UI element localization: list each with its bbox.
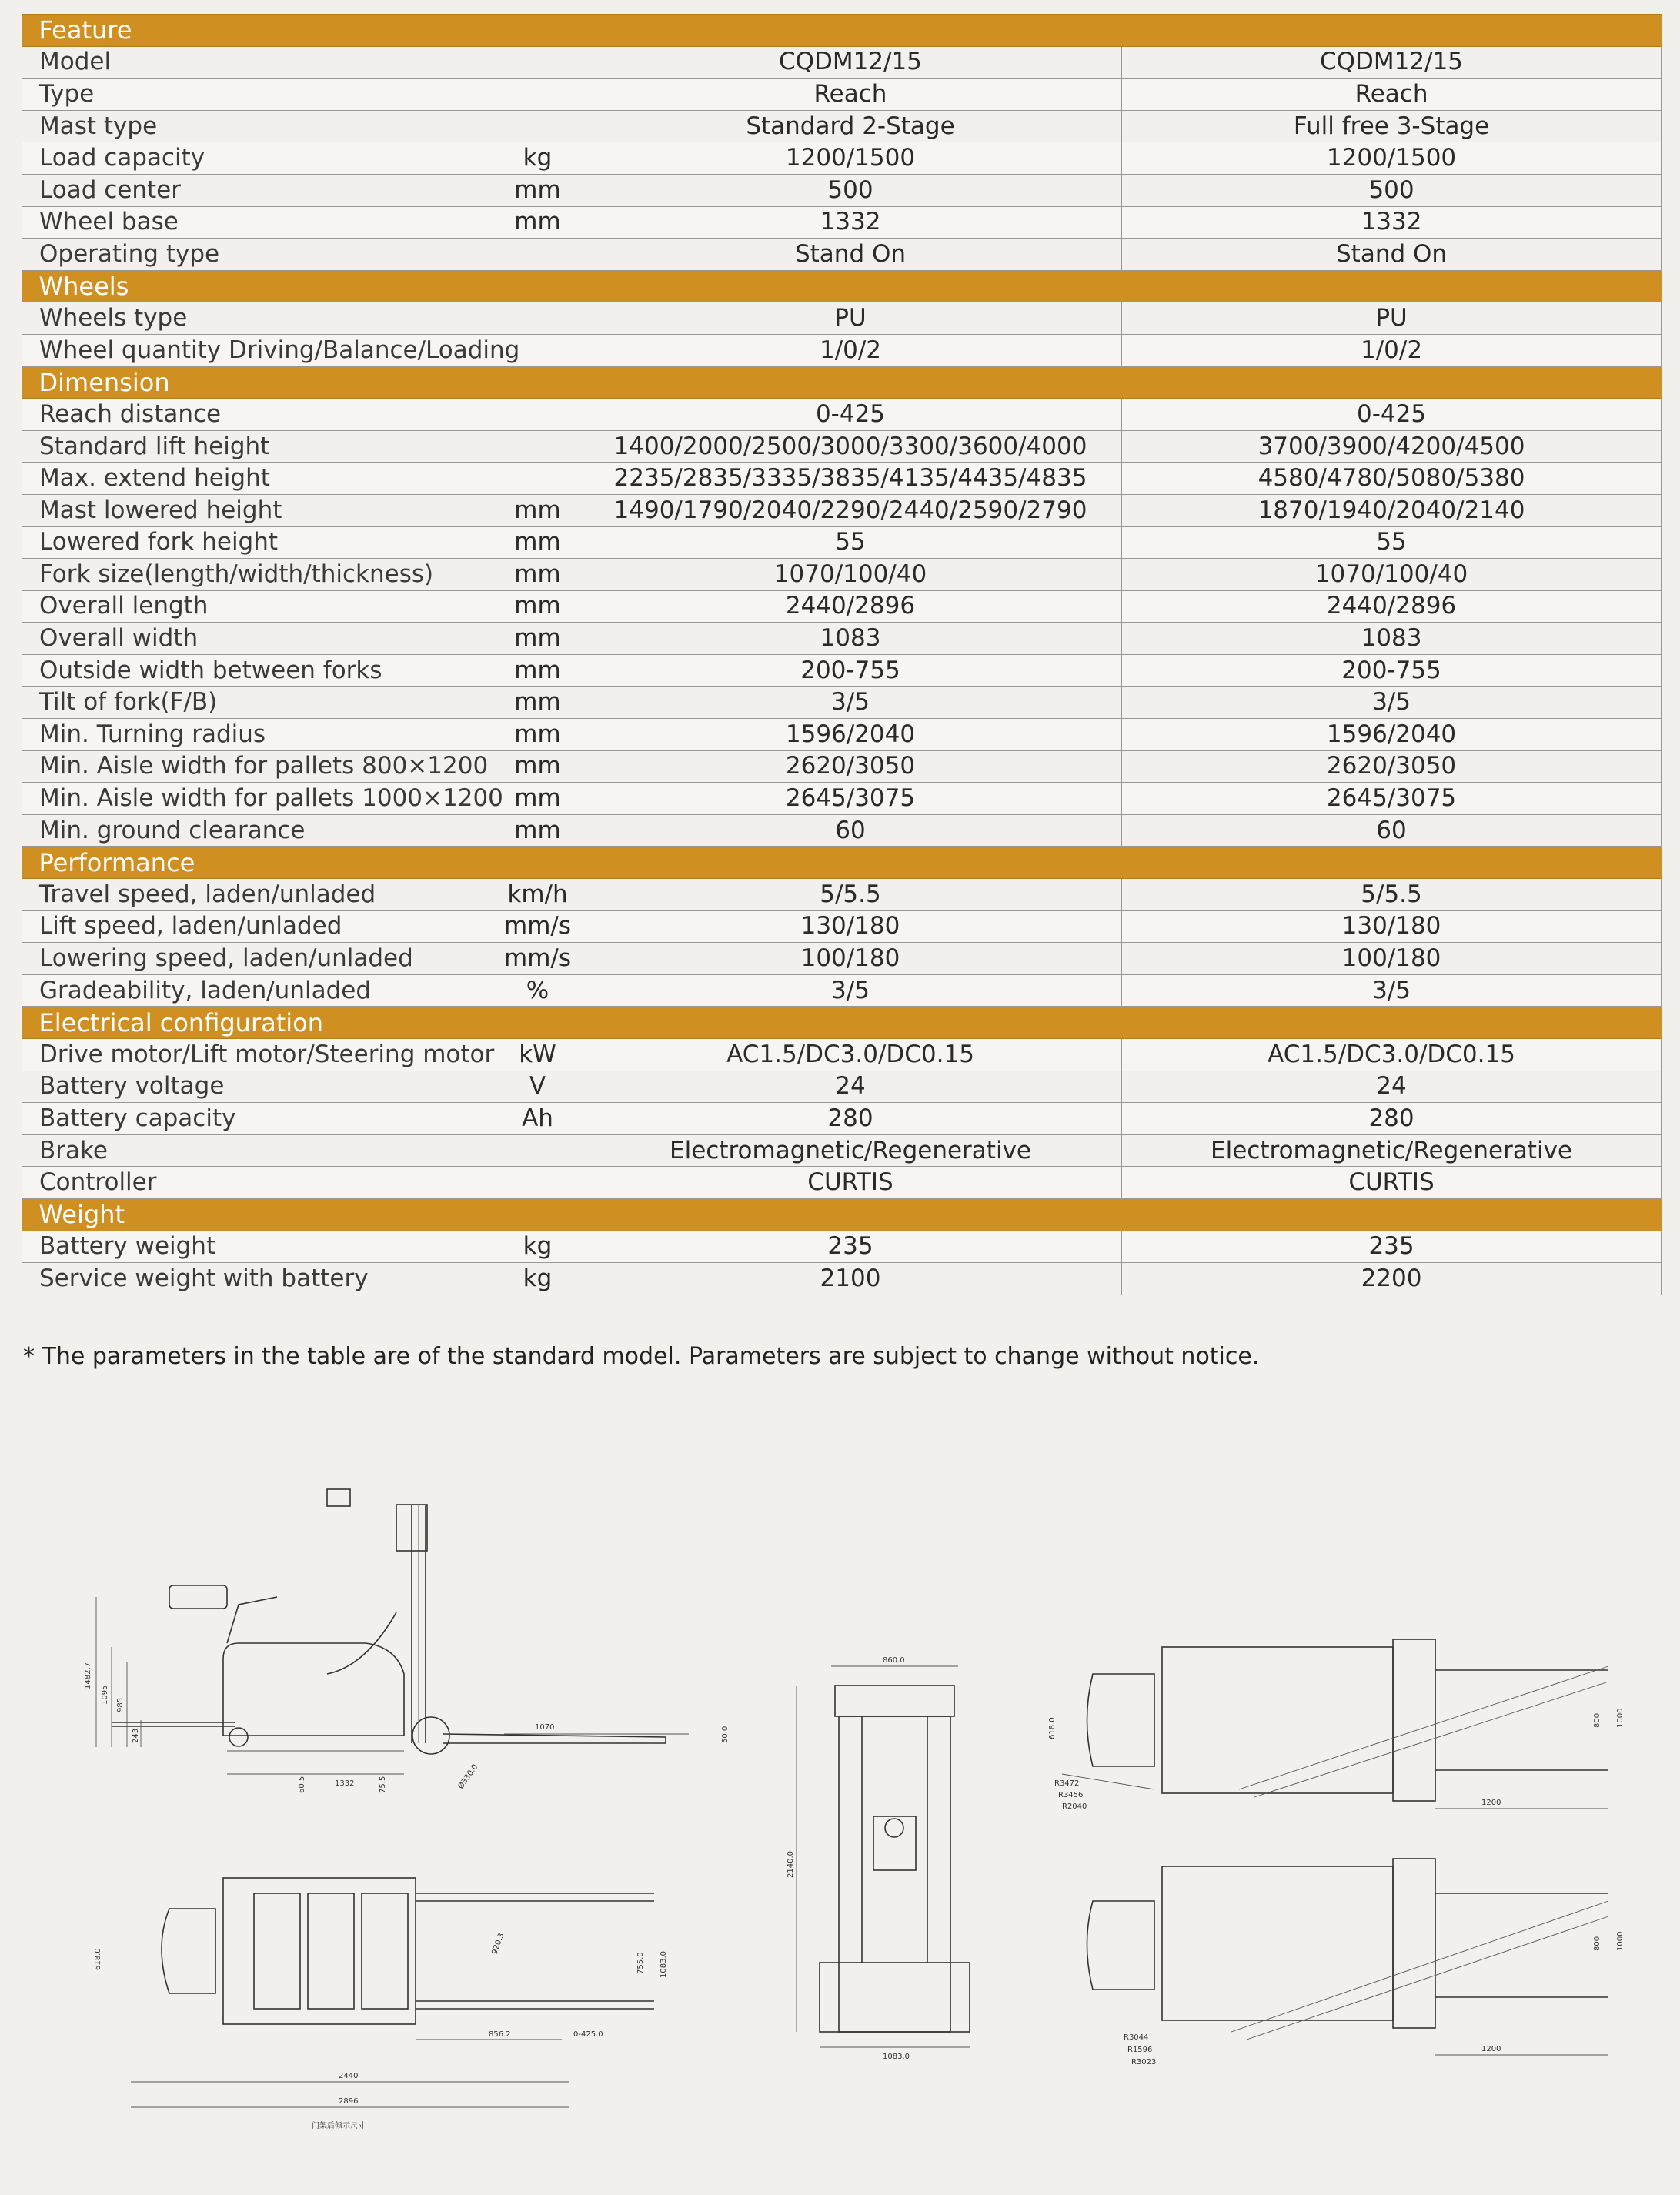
side-dim-1: 1482.7 (84, 1662, 92, 1689)
row-label: Wheel base (22, 206, 496, 239)
section-title: Electrical configuration (22, 1007, 1662, 1039)
value-col-2: 1/0/2 (1122, 334, 1662, 366)
value-col-2: 2620/3050 (1122, 750, 1662, 783)
section-header (22, 1007, 1662, 1039)
section-title: Dimension (22, 366, 1662, 399)
aisle-top-dim-2: R3472 (1054, 1779, 1080, 1788)
table-row (22, 302, 1662, 335)
side-dim-6: 50.0 (721, 1726, 730, 1743)
plan-dim-7: 2440 (339, 2072, 359, 2080)
row-label: Brake (22, 1134, 496, 1167)
row-unit: kg (496, 1263, 579, 1295)
row-label: Battery voltage (22, 1071, 496, 1103)
row-unit (496, 110, 579, 142)
table-row (22, 174, 1662, 206)
row-label: Overall width (22, 623, 496, 655)
value-col-2: Full free 3-Stage (1122, 110, 1662, 142)
aisle-bottom-dim-3: R3023 (1131, 2058, 1157, 2066)
value-col-2: 235 (1122, 1231, 1662, 1263)
value-col-1: 1083 (579, 623, 1122, 655)
value-col-1: 24 (579, 1071, 1122, 1103)
plan-dim-4: 1083.0 (660, 1951, 668, 1978)
row-unit: mm (496, 783, 579, 815)
row-unit (496, 79, 579, 111)
table-row (22, 110, 1662, 142)
table-row (22, 1263, 1662, 1295)
value-col-2: AC1.5/DC3.0/DC0.15 (1122, 1039, 1662, 1071)
aisle-bottom-dim-4: 800 (1593, 1936, 1602, 1951)
section-title: Wheels (22, 270, 1662, 302)
value-col-2: 0-425 (1122, 399, 1662, 431)
row-unit: mm (496, 750, 579, 783)
value-col-1: 500 (579, 174, 1122, 206)
value-col-2: Electromagnetic/Regenerative (1122, 1134, 1662, 1167)
row-label: Wheel quantity Driving/Balance/Loading (22, 334, 496, 366)
row-unit: mm (496, 654, 579, 687)
side-dim-8: 1332 (335, 1779, 355, 1788)
value-col-2: 3700/3900/4200/4500 (1122, 430, 1662, 463)
spec-table (22, 14, 1662, 1295)
front-dim-3: 1083.0 (883, 2053, 910, 2061)
aisle-top-dim-6: 1000 (1616, 1708, 1625, 1728)
row-label: Load capacity (22, 142, 496, 175)
row-label: Lowering speed, laden/unladed (22, 943, 496, 975)
row-unit: mm (496, 526, 579, 559)
row-unit: mm/s (496, 910, 579, 943)
row-unit (496, 430, 579, 463)
plan-dim-1: 618.0 (94, 1948, 102, 1970)
value-col-1: 2645/3075 (579, 783, 1122, 815)
value-col-1: Stand On (579, 239, 1122, 271)
value-col-1: Reach (579, 79, 1122, 111)
row-unit: kg (496, 142, 579, 175)
value-col-1: 0-425 (579, 399, 1122, 431)
row-unit (496, 1167, 579, 1199)
table-row (22, 206, 1662, 239)
value-col-1: 2620/3050 (579, 750, 1122, 783)
table-row (22, 494, 1662, 526)
side-dim-3: 985 (116, 1697, 125, 1712)
value-col-1: Electromagnetic/Regenerative (579, 1134, 1122, 1167)
value-col-1: 130/180 (579, 910, 1122, 943)
table-row (22, 430, 1662, 463)
value-col-2: Reach (1122, 79, 1662, 111)
side-dim-7: 60.5 (298, 1776, 306, 1793)
side-dim-10: Ø330.0 (456, 1762, 480, 1791)
table-row (22, 239, 1662, 271)
table-row (22, 1167, 1662, 1199)
table-row (22, 142, 1662, 175)
table-row (22, 559, 1662, 591)
row-label: Type (22, 79, 496, 111)
value-col-2: 3/5 (1122, 974, 1662, 1007)
row-label: Overall length (22, 590, 496, 623)
side-dim-9: 75.5 (379, 1776, 387, 1793)
side-view-drawing (73, 1489, 750, 1851)
row-label: Standard lift height (22, 430, 496, 463)
plan-view-drawing (94, 1863, 746, 2124)
value-col-1: 1332 (579, 206, 1122, 239)
value-col-2: 200-755 (1122, 654, 1662, 687)
row-unit: mm (496, 623, 579, 655)
side-dim-5: 1070 (535, 1723, 555, 1732)
row-label: Max. extend height (22, 463, 496, 495)
section-header (22, 847, 1662, 879)
value-col-2: 2200 (1122, 1263, 1662, 1295)
value-col-1: 280 (579, 1103, 1122, 1135)
section-header (22, 15, 1662, 47)
table-row (22, 46, 1662, 79)
row-label: Operating type (22, 239, 496, 271)
section-header (22, 1198, 1662, 1231)
value-col-1: CQDM12/15 (579, 46, 1122, 79)
table-row (22, 526, 1662, 559)
section-title: Weight (22, 1198, 1662, 1231)
row-label: Lift speed, laden/unladed (22, 910, 496, 943)
section-title: Feature (22, 15, 1662, 47)
table-row (22, 1231, 1662, 1263)
value-col-2: 5/5.5 (1122, 879, 1662, 911)
value-col-1: 55 (579, 526, 1122, 559)
aisle-diagram-top (1039, 1635, 1655, 1820)
value-col-2: 1070/100/40 (1122, 559, 1662, 591)
aisle-top-dim-4: R2040 (1062, 1802, 1087, 1811)
front-view-drawing (770, 1655, 1016, 2070)
row-label: Load center (22, 174, 496, 206)
table-row (22, 399, 1662, 431)
value-col-1: 100/180 (579, 943, 1122, 975)
aisle-bottom-dim-1: R3044 (1124, 2033, 1149, 2042)
value-col-1: 2100 (579, 1263, 1122, 1295)
row-label: Fork size(length/width/thickness) (22, 559, 496, 591)
row-label: Outside width between forks (22, 654, 496, 687)
value-col-2: 1083 (1122, 623, 1662, 655)
value-col-2: 1596/2040 (1122, 719, 1662, 751)
row-label: Mast lowered height (22, 494, 496, 526)
value-col-2: PU (1122, 302, 1662, 335)
row-unit (496, 399, 579, 431)
row-label: Min. Turning radius (22, 719, 496, 751)
section-header (22, 270, 1662, 302)
value-col-1: 1490/1790/2040/2290/2440/2590/2790 (579, 494, 1122, 526)
row-label: Lowered fork height (22, 526, 496, 559)
value-col-2: 60 (1122, 814, 1662, 847)
row-unit: % (496, 974, 579, 1007)
row-label: Min. Aisle width for pallets 1000×1200 (22, 783, 496, 815)
row-unit (496, 1134, 579, 1167)
aisle-bottom-dim-2: R1596 (1127, 2046, 1153, 2054)
aisle-top-dim-3: R3456 (1058, 1791, 1084, 1799)
row-label: Battery weight (22, 1231, 496, 1263)
row-label: Battery capacity (22, 1103, 496, 1135)
table-row (22, 910, 1662, 943)
table-row (22, 79, 1662, 111)
value-col-2: 500 (1122, 174, 1662, 206)
value-col-1: 1070/100/40 (579, 559, 1122, 591)
table-row (22, 463, 1662, 495)
footnote: * The parameters in the table are of the standard model. Parameters are subject to change without notice. (23, 1343, 1260, 1370)
row-label: Tilt of fork(F/B) (22, 687, 496, 719)
value-col-1: 2440/2896 (579, 590, 1122, 623)
drawing-caption: 门架后倾示尺寸 (312, 2122, 366, 2130)
value-col-1: 1200/1500 (579, 142, 1122, 175)
table-row (22, 814, 1662, 847)
row-label: Model (22, 46, 496, 79)
aisle-bottom-dim-5: 1000 (1616, 1931, 1625, 1951)
value-col-2: 1332 (1122, 206, 1662, 239)
row-label: Wheels type (22, 302, 496, 335)
side-dim-4: 243 (132, 1728, 140, 1743)
value-col-1: PU (579, 302, 1122, 335)
row-unit: V (496, 1071, 579, 1103)
row-label: Drive motor/Lift motor/Steering motor (22, 1039, 496, 1071)
table-row (22, 879, 1662, 911)
row-label: Travel speed, laden/unladed (22, 879, 496, 911)
value-col-2: CQDM12/15 (1122, 46, 1662, 79)
table-row (22, 334, 1662, 366)
value-col-2: 55 (1122, 526, 1662, 559)
value-col-1: 235 (579, 1231, 1122, 1263)
row-unit: kg (496, 1231, 579, 1263)
value-col-1: CURTIS (579, 1167, 1122, 1199)
table-row (22, 1134, 1662, 1167)
value-col-2: Stand On (1122, 239, 1662, 271)
row-unit: mm (496, 719, 579, 751)
row-unit (496, 239, 579, 271)
row-unit: mm (496, 687, 579, 719)
value-col-2: 2440/2896 (1122, 590, 1662, 623)
row-unit: mm (496, 814, 579, 847)
value-col-1: Standard 2-Stage (579, 110, 1122, 142)
aisle-diagram-bottom (1039, 1855, 1655, 2070)
row-label: Controller (22, 1167, 496, 1199)
row-unit (496, 463, 579, 495)
row-unit (496, 46, 579, 79)
table-row (22, 719, 1662, 751)
section-title: Performance (22, 847, 1662, 879)
table-row (22, 750, 1662, 783)
table-row (22, 943, 1662, 975)
value-col-2: 3/5 (1122, 687, 1662, 719)
table-row (22, 623, 1662, 655)
front-dim-2: 2140.0 (787, 1851, 795, 1878)
row-label: Min. ground clearance (22, 814, 496, 847)
table-row (22, 783, 1662, 815)
table-row (22, 654, 1662, 687)
side-dim-2: 1095 (101, 1685, 109, 1705)
value-col-2: 2645/3075 (1122, 783, 1662, 815)
row-unit: mm (496, 494, 579, 526)
row-unit: mm (496, 559, 579, 591)
value-col-1: 3/5 (579, 687, 1122, 719)
aisle-top-dim-5: 800 (1593, 1712, 1602, 1728)
row-label: Gradeability, laden/unladed (22, 974, 496, 1007)
value-col-2: 100/180 (1122, 943, 1662, 975)
plan-dim-2: 920.3 (490, 1932, 506, 1956)
front-dim-1: 860.0 (883, 1656, 905, 1665)
value-col-2: 24 (1122, 1071, 1662, 1103)
row-unit (496, 302, 579, 335)
value-col-2: 130/180 (1122, 910, 1662, 943)
aisle-bottom-dim-6: 1200 (1481, 2045, 1501, 2053)
value-col-1: 5/5.5 (579, 879, 1122, 911)
table-row (22, 687, 1662, 719)
value-col-1: 2235/2835/3335/3835/4135/4435/4835 (579, 463, 1122, 495)
row-label: Reach distance (22, 399, 496, 431)
plan-dim-5: 856.2 (489, 2030, 511, 2039)
row-label: Service weight with battery (22, 1263, 496, 1295)
value-col-2: 4580/4780/5080/5380 (1122, 463, 1662, 495)
value-col-2: 280 (1122, 1103, 1662, 1135)
plan-dim-6: 0-425.0 (573, 2030, 603, 2039)
table-row (22, 974, 1662, 1007)
plan-dim-3: 755.0 (636, 1952, 645, 1974)
value-col-1: AC1.5/DC3.0/DC0.15 (579, 1039, 1122, 1071)
value-col-1: 1/0/2 (579, 334, 1122, 366)
table-row (22, 590, 1662, 623)
value-col-1: 1596/2040 (579, 719, 1122, 751)
table-row (22, 1039, 1662, 1071)
row-unit: mm (496, 590, 579, 623)
row-unit: mm (496, 206, 579, 239)
section-header (22, 366, 1662, 399)
row-unit: mm/s (496, 943, 579, 975)
table-row (22, 1103, 1662, 1135)
value-col-1: 200-755 (579, 654, 1122, 687)
value-col-1: 60 (579, 814, 1122, 847)
row-unit: km/h (496, 879, 579, 911)
value-col-2: 1870/1940/2040/2140 (1122, 494, 1662, 526)
plan-dim-8: 2896 (339, 2097, 359, 2106)
aisle-top-dim-7: 1200 (1481, 1799, 1501, 1807)
row-unit: kW (496, 1039, 579, 1071)
row-label: Mast type (22, 110, 496, 142)
value-col-2: 1200/1500 (1122, 142, 1662, 175)
aisle-top-dim-1: 618.0 (1048, 1717, 1057, 1739)
value-col-2: CURTIS (1122, 1167, 1662, 1199)
row-unit: Ah (496, 1103, 579, 1135)
row-unit: mm (496, 174, 579, 206)
value-col-1: 3/5 (579, 974, 1122, 1007)
row-label: Min. Aisle width for pallets 800×1200 (22, 750, 496, 783)
table-row (22, 1071, 1662, 1103)
value-col-1: 1400/2000/2500/3000/3300/3600/4000 (579, 430, 1122, 463)
